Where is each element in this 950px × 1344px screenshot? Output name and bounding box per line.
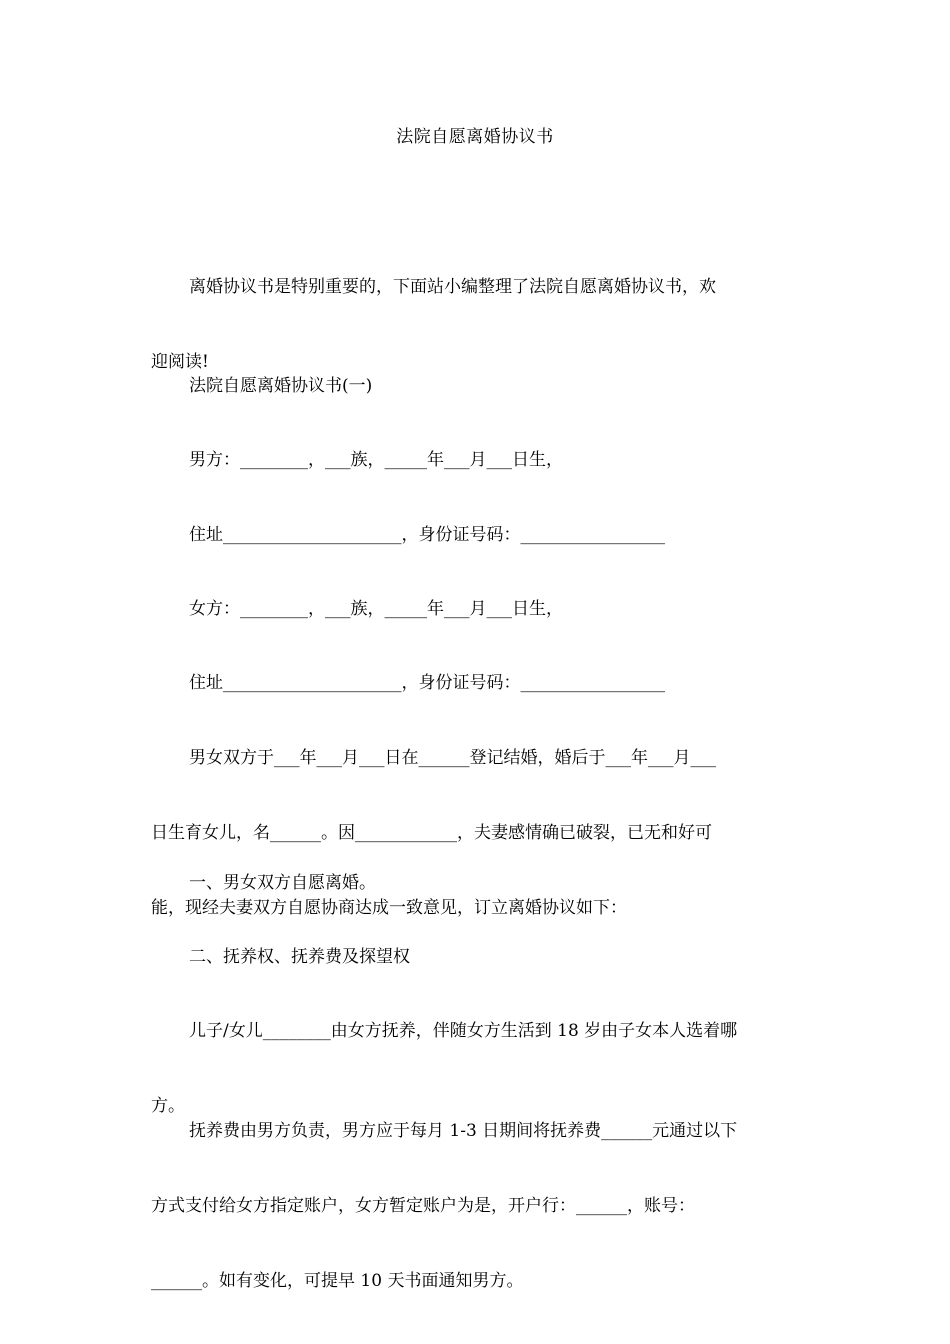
custody-line-2: 方。 [151, 1096, 185, 1116]
marriage-line-1: 男女双方于___年___月___日在______登记结婚，婚后于___年___月___ [189, 748, 716, 768]
support-line-2: 方式支付给女方指定账户，女方暂定账户为是，开户行：______，账号： [151, 1196, 695, 1216]
intro-line-1: 离婚协议书是特别重要的，下面站小编整理了法院自愿离婚协议书，欢 [189, 277, 716, 297]
clause-2-text: 二、抚养权、抚养费及探望权 [189, 947, 410, 967]
male-info-text: 男方：________，___族，_____年___月___日生， [189, 450, 563, 470]
support-paragraph [151, 1069, 799, 1344]
support-line-3: ______。如有变化，可提早 10 天书面通知男方。 [151, 1271, 524, 1291]
male-address-text: 住址_____________________，身份证号码：_________________ [189, 525, 665, 545]
support-line-1: 抚养费由男方负责，男方应于每月 1-3 日期间将抚养费______元通过以下 [189, 1121, 738, 1141]
female-info-text: 女方：________，___族，_____年___月___日生， [189, 599, 563, 619]
marriage-line-3: 能，现经夫妻双方自愿协商达成一致意见，订立离婚协议如下： [151, 898, 627, 918]
marriage-line-2: 日生育女儿，名______。因____________，夫妻感情确已破裂，已无和好可 [151, 823, 712, 843]
clause-1-text: 一、男女双方自愿离婚。 [189, 873, 376, 893]
document-title: 法院自愿离婚协议书 [396, 127, 554, 147]
custody-line-1: 儿子/女儿________由女方抚养，伴随女方生活到 18 岁由子女本人选着哪 [189, 1021, 738, 1041]
intro-line-2: 迎阅读! [151, 352, 209, 372]
subtitle-text: 法院自愿离婚协议书(一) [189, 376, 373, 396]
female-address-text: 住址_____________________，身份证号码：_________________ [189, 673, 665, 693]
